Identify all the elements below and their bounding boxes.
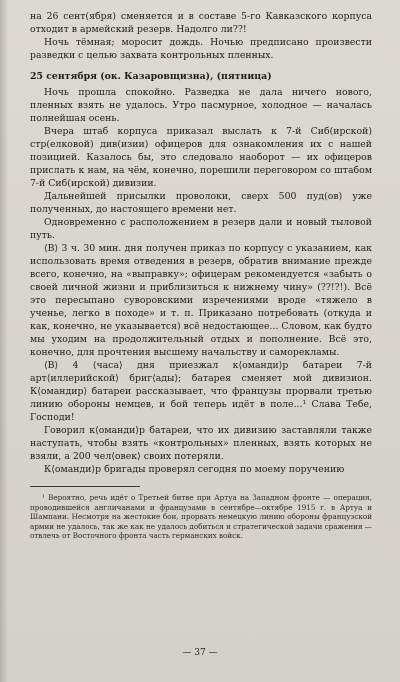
footnote: ¹ Вероятно, речь идёт о Третьей битве при Артуа на Западном фронте — операция, проводившейся англичанами и французами в сентябре—октябре 1915 г. в Артуа и Шампани. Несмотря на жестокие бои, прорвать немецкую линию обороны французской армии не удалось, так же как не удалось добиться и стратегической задачи сражения — отвлечь от Восточного фронта часть германских войск. <box>30 493 372 541</box>
paragraph: Дальнейшей присылки проволоки, сверх 500 пуд(ов) уже полученных, до настоящего времени нет. <box>30 191 372 215</box>
paragraph: Ночь прошла спокойно. Разведка не дала ничего нового, пленных взять не удалось. Утро пасмурное, холодное — началась полнейшая осень. <box>30 87 372 124</box>
main-text <box>30 10 372 476</box>
paragraph: Говорил к⟨оманди⟩р батареи, что их дивизию заставляли также наступать, чтобы взять «контрольных» пленных, взять которых не взяли, а 200 чел⟨овек⟩ своих потеряли. <box>30 425 372 462</box>
page-number: — 37 — <box>182 648 218 658</box>
date-heading: 25 сентября (ок. Казаровщизна), (пятница) <box>30 71 272 82</box>
page-gutter-shadow <box>0 0 8 682</box>
paragraph: К⟨оманди⟩р бригады проверял сегодня по моему поручению <box>44 464 345 475</box>
paragraph: ⟨В⟩ 3 ч. 30 мин. дня получен приказ по корпусу с указанием, как использовать время отведения в резерв, обратив внимание прежде всего, конечно, на «выправку»; офицерам рекомендуется «забыть о своей личной жизни и приблизиться к нижнему чину» (??!?!). Всё это пересыпано суворовскими изречениями вроде «тяжело в ученье, легко в походе» и т. п. Приказано потребовать (откуда и как, конечно, не указывается) всё недостающее... Словом, как будто мы уходим на продолжительный отдых и пополнение. Всё это, конечно, для прочтения высшему начальству и саморекламы. <box>30 243 372 358</box>
paragraph-night-note: Ночь тёмная; моросит дождь. Ночью предписано произвести разведки с целью захвата контрольных пленных. <box>30 37 372 61</box>
paragraph: ⟨В⟩ 4 ⟨часа⟩ дня приезжал к⟨оманди⟩р батареи 7-й арт⟨иллерийской⟩ бриг⟨ады⟩; батарея сменяет мой дивизион. К⟨омандир⟩ батареи рассказывает, что французы прорвали третью линию обороны немцев, и бой теперь идёт в поле...¹ Слава Тебе, Господи! <box>30 360 372 423</box>
paragraph: Одновременно с расположением в резерв дали и новый тыловой путь. <box>30 217 372 241</box>
footnote-divider <box>30 486 140 487</box>
paragraph-continuation: на 26 сент(ября) сменяется и в составе 5-го Кавказского корпуса отходит в армейский резерв. Надолго ли??! <box>30 11 372 35</box>
paragraph: Вчера штаб корпуса приказал выслать к 7-й Сиб(ирской) стр(елковой) див(изии) офицеров для ознакомления их с нашей позицией. Казалось бы, это следовало наоборот — их офицеров прислать к нам, на чём, конечно, порешили переговором со штабом 7-й Сиб(ирской) дивизии. <box>30 126 372 189</box>
